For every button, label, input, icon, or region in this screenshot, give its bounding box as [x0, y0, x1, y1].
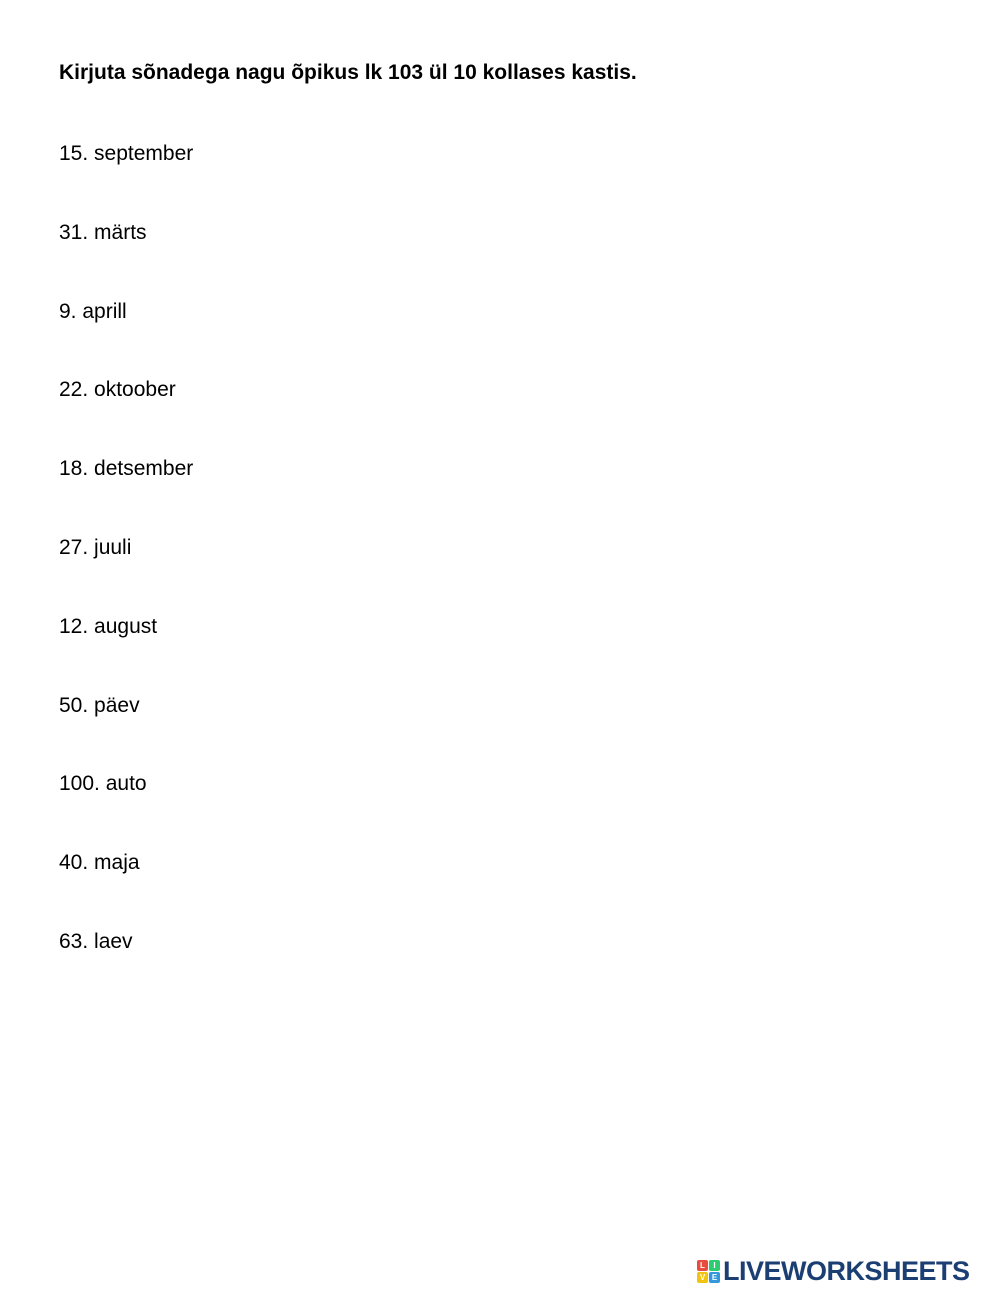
- exercise-item: 63. laev: [59, 929, 133, 953]
- logo-text: LIVEWORKSHEETS: [723, 1256, 970, 1286]
- exercise-item: 9. aprill: [59, 299, 127, 323]
- exercise-item: 12. august: [59, 614, 158, 638]
- instruction-heading: Kirjuta sõnadega nagu õpikus lk 103 ül 10 kollases kastis.: [59, 61, 637, 84]
- exercise-list: [59, 141, 193, 1008]
- liveworksheets-mark-icon: [697, 1260, 720, 1283]
- exercise-item: 18. detsember: [59, 457, 194, 481]
- logo-mark-letter: V: [697, 1272, 708, 1283]
- exercise-item: 31. märts: [59, 220, 147, 244]
- logo-mark-letter: E: [709, 1272, 720, 1283]
- exercise-item: 22. oktoober: [59, 378, 176, 402]
- exercise-item: 50. päev: [59, 693, 140, 717]
- exercise-item: 40. maja: [59, 851, 140, 875]
- logo-mark-letter: L: [697, 1260, 708, 1271]
- liveworksheets-logo: [697, 1256, 970, 1286]
- logo-mark-letter: I: [709, 1260, 720, 1271]
- exercise-item: 15. september: [59, 142, 194, 165]
- exercise-item: 100. auto: [59, 772, 147, 796]
- exercise-item: 27. juuli: [59, 535, 132, 559]
